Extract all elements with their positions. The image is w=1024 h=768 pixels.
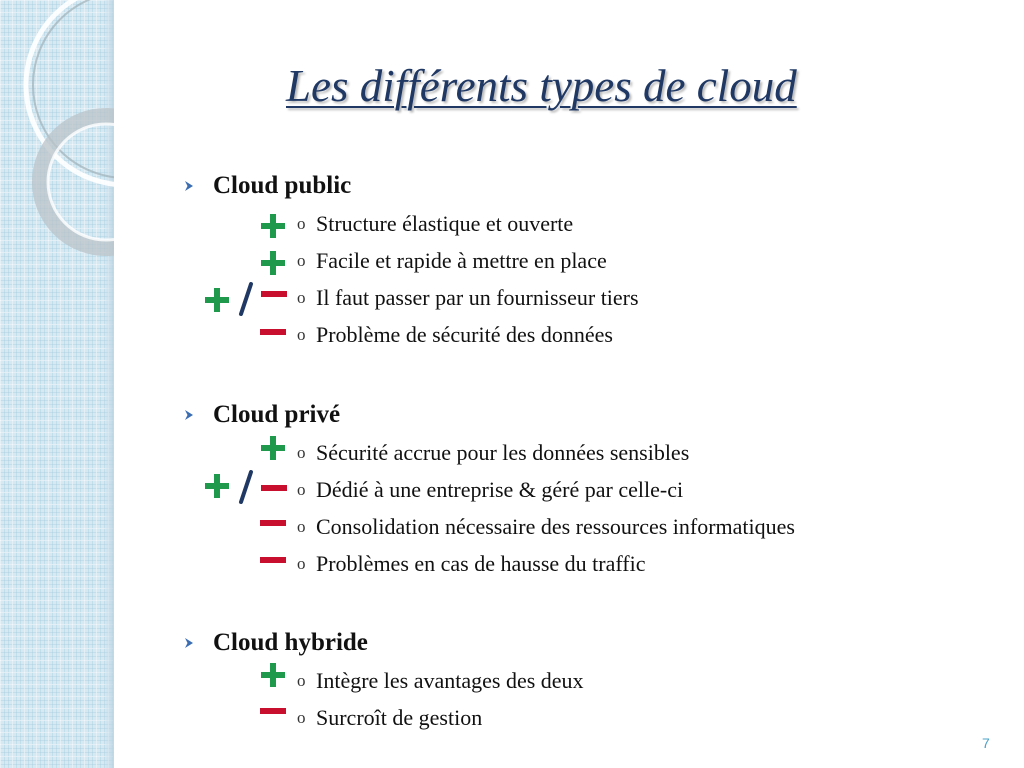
decorative-rings: [0, 0, 114, 768]
plus-icon: [259, 212, 287, 240]
hollow-bullet: o: [297, 288, 306, 307]
plus-minus-icon: [203, 282, 289, 316]
arrow-bullet-icon: [184, 180, 194, 192]
hollow-bullet: o: [297, 251, 306, 270]
plus-icon: [259, 661, 287, 689]
hollow-bullet: o: [297, 443, 306, 462]
section-title-cloud-prive: Cloud privé: [213, 401, 341, 428]
arrow-bullet-icon: [184, 409, 194, 421]
arrow-bullet-icon: [184, 637, 194, 649]
section-title-cloud-hybride: Cloud hybride: [213, 629, 368, 656]
minus-icon: [259, 699, 287, 727]
decorative-sidebar: [0, 0, 114, 768]
plus-minus-icon: [203, 470, 289, 504]
list-item: Problèmes en cas de hausse du traffic: [316, 551, 646, 576]
list-item: Structure élastique et ouverte: [316, 211, 574, 236]
list-item: Intègre les avantages des deux: [316, 668, 584, 693]
hollow-bullet: o: [297, 708, 306, 727]
list-item: Consolidation nécessaire des ressources informatiques: [316, 514, 795, 539]
hollow-bullet: o: [297, 671, 306, 690]
slide-title: Les différents types de cloud: [286, 61, 797, 111]
plus-icon: [259, 249, 287, 277]
list-item: Surcroît de gestion: [316, 705, 483, 730]
list-item: Facile et rapide à mettre en place: [316, 248, 607, 273]
section-title-cloud-public: Cloud public: [213, 172, 352, 199]
hollow-bullet: o: [297, 214, 306, 233]
hollow-bullet: o: [297, 517, 306, 536]
minus-icon: [259, 320, 287, 348]
page-number: 7: [982, 735, 990, 751]
list-item: Il faut passer par un fournisseur tiers: [316, 285, 639, 310]
hollow-bullet: o: [297, 480, 306, 499]
minus-icon: [259, 548, 287, 576]
hollow-bullet: o: [297, 325, 306, 344]
list-item: Problème de sécurité des données: [316, 322, 613, 347]
plus-icon: [259, 434, 287, 462]
minus-icon: [259, 511, 287, 539]
list-item: Sécurité accrue pour les données sensibles: [316, 440, 690, 465]
hollow-bullet: o: [297, 554, 306, 573]
list-item: Dédié à une entreprise & géré par celle-ci: [316, 477, 684, 502]
